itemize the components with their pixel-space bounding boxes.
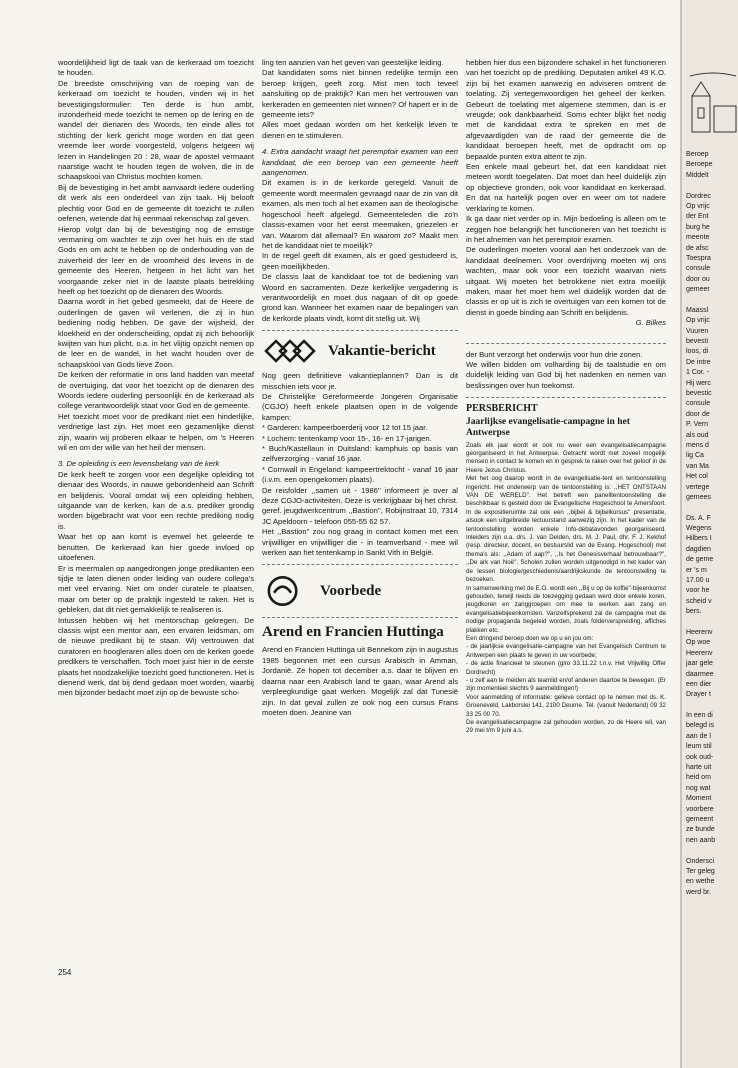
text-line: P. Vern bbox=[686, 421, 709, 429]
divider bbox=[262, 564, 458, 565]
voorbede-paragraphs bbox=[262, 645, 458, 718]
paragraph: Waar het op aan komt is evenwel het geleerde te benutten. De kerkeraad kan hier goede invloed op uitoefenen. bbox=[58, 532, 254, 563]
paragraph: Een enkele maal gebeurt het, dat een kandidaat niet meteen wordt toegelaten. Dat moet dan heel duidelijk zijn op objectieve gronden, ook voor kandidaat en kerkeraad. En dat na hartelijk pogen over en weer om tot nadere verklaring te komen. bbox=[466, 162, 666, 213]
vakantie-title: Vakantie-bericht bbox=[328, 342, 436, 359]
text-line: belegd is bbox=[686, 722, 715, 730]
divider bbox=[262, 330, 458, 331]
text-line: De intre bbox=[686, 358, 711, 366]
paragraph: * Lochem: tentenkamp voor 15-, 16- en 17-jarigen. bbox=[262, 433, 432, 443]
paragraph: ling ten aanzien van het geven van geestelijke leiding. bbox=[262, 58, 444, 67]
section-heading-peremptoir: 4. Extra aandacht vraagt het peremptoir examen van een kandidaat, die een beroep van een gemeente heeft aangenomen. bbox=[262, 147, 458, 178]
text-line: er 's m bbox=[686, 566, 707, 574]
paragraph: De kerk heeft te zorgen voor een degelijke opleiding tot dienaar des Woords, in nauwe gebondenheid aan Schrift en belijdenis. Vooral omdat wij een opleiding hebben, uitgaande van de kerken, kan de a.s. prediker grondig worden bijgebracht wat voor een rechte prediking nodig is. bbox=[58, 469, 254, 531]
text-line: scheid v bbox=[686, 597, 712, 605]
text-line: Heerenv bbox=[686, 628, 713, 636]
paragraph: De kerken der reformatie in ons land hadden van meetaf de overtuiging, dat voor het toezicht op de dienaren des Woords iedere ouderling persoonlijk én de kerkeraad als college verantwoordelijk staat voor God en de gemeente. bbox=[58, 370, 254, 411]
text-line: door ou bbox=[686, 275, 710, 283]
text-line: vertege bbox=[686, 483, 710, 491]
text-line: Hij werc bbox=[686, 379, 711, 387]
text-line: bevestic bbox=[686, 389, 712, 397]
next-page-text bbox=[686, 150, 715, 898]
text-line: een dier bbox=[686, 680, 712, 688]
text-line: ook oud- bbox=[686, 753, 714, 761]
paragraph: De breedste omschrijving van de roeping van de kerkeraad om toezicht te houden, vinden wij in het bevestigingsformulier: Ten derde is hun ambt, inzonderheid mede toezicht te nemen op de lering en de wandel der dienaren des Woords, ten einde alles tot stichting der kerk gericht moge worden en dat geen vreemde leer worde voorgesteld, volgens hetgeen wij lezen in Handelingen 20 : 28, waar de apostel vermaant naarstige wacht te houden tegen de wolven, die in de schaapskooi van Christus mochten komen. bbox=[58, 78, 254, 182]
praying-hands-icon bbox=[262, 571, 310, 611]
column-3 bbox=[466, 58, 666, 736]
paragraph: Ik ga daar niet verder op in. Mijn bedoeling is alleen om te zeggen hoe belangrijk het functioneren van het toezicht is in het afnemen van het peremptoir examen. bbox=[466, 214, 666, 244]
text-line: de afsc bbox=[686, 244, 709, 252]
church-illustration-icon bbox=[688, 72, 738, 138]
paragraph: Het ,,Bastion'' zou nog graag in contact komen met een vrijwilliger en vrijwilliger die - in teamverband - mee wil werken aan het tentenkamp in Sankt Vith in België. bbox=[262, 527, 458, 558]
paragraph: De reisfolder ,,samen uit - 1986'' informeert je over al deze CGJO-activiteiten. Deze is verkrijgbaar bij het christ. geref. jeugdwerkcentrum ,,Bastion'', Robijnstraat 10, 7314 JC Apeldoorn - telefoon 055-55 62 57. bbox=[262, 485, 458, 526]
text-line: Middelt bbox=[686, 171, 709, 179]
text-line: werd br. bbox=[686, 888, 711, 896]
text-line: aan de l bbox=[686, 732, 711, 740]
paragraph: * Cornwall in Engeland: kampeertrektocht - vanaf 16 jaar (i.v.m. een opengekomen plaats). bbox=[262, 464, 458, 485]
text-line: 1 Cor. - bbox=[686, 369, 709, 377]
text-line: gemeent bbox=[686, 816, 714, 823]
page-number: 254 bbox=[58, 968, 72, 977]
divider bbox=[466, 343, 666, 344]
divider bbox=[262, 617, 458, 618]
text-line: Drayer t bbox=[686, 691, 711, 699]
paragraph: Intussen hebben wij het mentorschap gekregen. De classis wijst een mentor aan, een ervaren leidsman, om de nieuwe predikant bij te staan. Wij vertrouwen dat curatoren en hoogleraren alles doen om de kerken goede predikers te verschaffen. Toch moet juist hier in de eerste plaats het noodzakelijke toezicht goed functioneren. Het is dienend werk, dat bij dend gedaan moet worden, waarbij men bijzonder bedacht moet zijn op de bewuste scho- bbox=[58, 615, 254, 698]
text-line: harte uit bbox=[686, 764, 712, 772]
paragraph: Dit examen is in de kerkorde geregeld. Vanuit de gemeente wordt meermalen gevraagd naar de zin van dit examen, als men toch al het examen aan de theologische hogeschool heeft afgelegd. Gemeenteleden die zo'n classis-examen voor het eerst meemaken, griezelen er van. Waarom dat allemaal? En waarom zo? Maakt men het de kandidaat niet te moeilijk? bbox=[262, 178, 458, 250]
vakantie-header bbox=[262, 337, 458, 365]
column-1 bbox=[58, 58, 254, 699]
text-line: leum stil bbox=[686, 743, 712, 751]
text-line: loos, di bbox=[686, 348, 709, 356]
text-line: en wethe bbox=[686, 878, 715, 886]
paragraph: hebben hier dus een bijzondere schakel in het functioneren van het toezicht op de prediking. Deputaten artikel 49 K.O. zijn bij het examen aanwezig en adviseren omtrent de toelating. Zij vertegenwoordigen het geheel der kerken. Gebeurt de toelating met algemene stemmen, dan is er vreugde; ook dankbaarheid. Soms echter blijkt het nodig met de kandidaat extra te spreken en met de afgevaardigden van de raad der gemeente die de kandidaat beroepen heeft, met de opdracht om op bepaalde punten extra attent te zijn. bbox=[466, 58, 666, 161]
column-2-paragraphs bbox=[262, 58, 458, 141]
text-line: gemees bbox=[686, 493, 711, 501]
paragraph: We willen bidden om volharding bij de taalstudie en om duidelijk leiding van God bij het nadenken en nemen van beslissingen over hun toekomst. bbox=[466, 359, 666, 390]
paragraph: * Buch/Kastellaun in Duitsland: kamphuis op basis van zelfverzorging - vanaf 16 jaar. bbox=[262, 444, 458, 464]
divider bbox=[466, 397, 666, 398]
paragraph: - de jaarlijkse evangelisatie-campagne van het Evangelisch Centrum te Antwerpen een plaats te geven in uw voorbede; bbox=[466, 643, 666, 659]
paragraph: Alles moet gedaan worden om het kerkelijk leven te dienen en te stimuleren. bbox=[262, 120, 458, 140]
signature: G. Bilkes bbox=[635, 318, 666, 328]
text-line: jaar gele bbox=[686, 660, 713, 668]
text-line: ze bunde bbox=[686, 826, 715, 834]
paragraph: Zoals elk jaar wordt er ook nu weer een evangelisatiecampagne georganiseerd in het Antwerpse. Getracht wordt met zoveel mogelijk mensen in contact te komen en in gesprek te raken over het geloof in de Heere Jezus Christus. bbox=[466, 441, 666, 474]
paragraph: In samenwerking met de E.O. wordt een ,,Bij u op de koffie''-bijeenkomst gehouden, terwijl reeds de toezegging gedaan werd door enkele koren, jeugdkoren en zanggroepen om mee te werken aan zang en evangelisatiebijeenkomsten. Vanzelfsprekend zal de campagne met de nodige propaganda begeleid worden, zoals folderverspreiding, affiches plakken etc. bbox=[466, 584, 666, 634]
text-line: Op vrijc bbox=[686, 202, 710, 210]
text-line: meente bbox=[686, 234, 710, 242]
paragraph: * Garderen: kampeerboerderij voor 12 tot 15 jaar. bbox=[262, 423, 428, 433]
text-line bbox=[686, 618, 715, 628]
text-line: nen aanb bbox=[686, 836, 716, 844]
text-line: Ter geleg bbox=[686, 867, 715, 875]
persbericht-paragraphs bbox=[466, 442, 666, 736]
paragraph: Er is meermalen op aangedrongen jonge predikanten een tijdje te laten dienen onder leiding van oudere collega's met veel ervaring. Niet om onder curatele te plaatsen, maar om beter op de praktijk ingesteld te raken. Het is gebleken, dat dit niet gemakkelijk te realiseren is. bbox=[58, 563, 254, 615]
paragraph: Een dringend beroep doen we op u en jou om: bbox=[466, 634, 594, 642]
text-line: Moment bbox=[686, 795, 712, 803]
cgjo-logo-icon bbox=[262, 337, 318, 365]
text-line bbox=[686, 701, 715, 711]
voorbede-heading: Arend en Francien Huttinga bbox=[262, 624, 444, 641]
paragraph: Nog geen definitieve vakantieplannen? Dan is dit misschien iets voor je. bbox=[262, 371, 458, 391]
paragraph: der Bunt verzorgt het onderwijs voor hun drie zonen. bbox=[466, 349, 643, 359]
text-line bbox=[686, 181, 715, 191]
text-line: voor he bbox=[686, 587, 710, 595]
text-line: lig Ca bbox=[686, 452, 704, 460]
paragraph: De Christelijke Gereformeerde Jongeren Organisatie (CGJO) heeft enkele plaatsen open in de volgende kampen: bbox=[262, 391, 458, 422]
text-line: Dordrec bbox=[686, 192, 711, 200]
text-line: Beroepe bbox=[686, 161, 713, 169]
text-line: Ondersci bbox=[686, 857, 715, 865]
column-2 bbox=[262, 58, 458, 718]
next-page-edge bbox=[680, 0, 738, 1068]
text-line: bers. bbox=[686, 608, 702, 616]
paragraph: In de regel geeft dit examen, als er goed gestudeerd is, geen moeilijkheden. bbox=[262, 251, 458, 271]
column-3-paragraphs-2 bbox=[466, 350, 666, 392]
text-line: 17.00 u bbox=[686, 577, 710, 585]
text-line: consule bbox=[686, 265, 711, 273]
text-line: Vuuren bbox=[686, 327, 709, 335]
text-line: der Ent bbox=[686, 213, 709, 221]
text-line: Maassl bbox=[686, 306, 709, 314]
paragraph: - u zelf aan te melden als teamlid en/of anderen daartoe te bewegen. (Er zijn momenteel slechts 9 aanmeldingen!) bbox=[466, 676, 666, 693]
text-line: consule bbox=[686, 400, 711, 408]
paragraph: De classis laat de kandidaat toe tot de bediening van Woord en sacramenten. Deze kerkelijke vergadering is verantwoordelijk en moet dus nagaan of dit op goede grond kan. Wanneer het examen naar de bepalingen van de kerkorde plaats vindt, komt dit stellig uit. Wij bbox=[262, 272, 458, 323]
text-line: Toespra bbox=[686, 254, 711, 262]
text-line: Wegens bbox=[686, 525, 712, 533]
text-line: mens d bbox=[686, 441, 709, 449]
persbericht-subheading: Jaarlijkse evangelisatie-campagne in het Antwerpse bbox=[466, 416, 630, 438]
text-line: de geme bbox=[686, 556, 714, 564]
paragraph: De ouderlingen moeten vooral aan het onderzoek van de kandidaat deelnemen. Voor overdrijving moeten wij ons wachten, maar ook voor een toezicht waarvan niets uitgaat. Wij moeten het betrokkene niet extra moeilijk maken, maar het moet hem wel duidelijk worden dat de classis er op uit is zich te overtuigen van een komen tot de dienst in goede binding aan Schrift en belijdenis. bbox=[466, 245, 666, 317]
text-line bbox=[686, 503, 715, 513]
text-line bbox=[686, 295, 715, 305]
text-line: In een di bbox=[686, 712, 713, 720]
column-3-paragraphs bbox=[466, 58, 666, 318]
paragraph: De evangelisatiecampagne zal gehouden worden, zo de Heere wil, van 29 mei t/m 9 juni a.s. bbox=[466, 719, 666, 735]
paragraph: Daarna wordt in het gebed gesmeekt, dat de Heere de ouderlingen de gaven wil verlenen, die zij in hun bediening nodig hebben. De gave der wijsheid, der kloekheid en der onderscheiding, opdat zij zich behoorlijk kwijten van hun plicht, o.a. in het vlijtig opzicht nemen op de leer en de wandel, in het wacht houden over de schaapskooi van Gods lieve Zoon. bbox=[58, 297, 254, 369]
paragraph: - de actie financieel te steunen (giro 33.11.22 t.n.v. Het Vrijwillig Offer Dordrecht) bbox=[466, 660, 666, 676]
text-line: dagdien bbox=[686, 545, 711, 553]
paragraph: woordelijkheid ligt de taak van de kerkeraad om toezicht te houden. bbox=[58, 58, 254, 78]
text-line bbox=[686, 846, 715, 856]
text-line: als oud bbox=[686, 431, 709, 439]
text-line: Op vrijc bbox=[686, 317, 710, 325]
persbericht-heading: PERSBERICHT bbox=[466, 403, 538, 415]
voorbede-title: Voorbede bbox=[320, 583, 382, 600]
text-line: Ds. A. F bbox=[686, 514, 711, 522]
text-line: gemeer bbox=[686, 286, 710, 294]
text-line: Beroep bbox=[686, 151, 709, 158]
text-line: bevesti bbox=[686, 338, 709, 346]
paragraph: Dat kandidaten soms niet binnen redelijke termijn een beroep krijgen, geeft zorg. Mist men toch teveel aansluiting op de praktijk? Kan men het vertrouwen van kerkeraden en gemeenten niet winnen? Of hapert er in de gemeente iets? bbox=[262, 68, 458, 120]
text-line: burg he bbox=[686, 223, 710, 231]
vakantie-paragraphs bbox=[262, 371, 458, 558]
text-line: daarmee bbox=[686, 670, 714, 678]
paragraph: Hierop volgt dan bij de bevestiging nog de ernstige vermaning om wachter te zijn over het huis en de stad Gods en om acht te hebben op de onderhouding van de zuiverheid der leer en de vroomheid des levens in de gemeente des Heeren, hetgeen in het licht van het voorgaande zeker niet in de laatste plaats betrekking heeft op het toezicht op de dienaren des Woords. bbox=[58, 224, 254, 296]
text-line: door de bbox=[686, 410, 710, 418]
section-heading-opleiding: 3. De opleiding is een levensbelang van de kerk bbox=[58, 459, 220, 469]
paragraph: Voor aanmelding of informatie: gelieve contact op te nemen met ds. K. Groeneveld, Lakborslei 141, 2100 Deurne. Tel. (vanuit Nederland) 09 32 33 25 00 70. bbox=[466, 693, 666, 718]
voorbede-header bbox=[262, 571, 458, 611]
paragraph: Arend en Francien Huttinga uit Bennekom zijn in augustus 1985 begonnen met een cursus Arabisch in Amman, Jordanië. Ze hopen tot december a.s. daar te blijven en daarna naar een Arabisch land te gaan, waar Arend als verpleegkundige gaat werken. Mogelijk zal dat Tunesië zijn. In dat geval zullen ze ook nog een cursus Frans moeten doen. Jeanine van bbox=[262, 645, 458, 717]
text-line: Heerenv bbox=[686, 649, 713, 657]
text-line: van Ma bbox=[686, 462, 709, 470]
text-line: Hilbers I bbox=[686, 535, 712, 543]
text-line: heid om bbox=[686, 774, 711, 782]
paragraph: Bij de bevestiging in het ambt aanvaardt iedere ouderling dit werk als een onderdeel van zijn taak. Hij belooft plechtig voor God en de gemeente dit toezicht te zullen oefenen, wetende dat hij eenmaal rekenschap zal geven. bbox=[58, 182, 254, 224]
paragraph: Het toezicht moet voor de predikant niet een hinderlijke, verdrietige last zijn. Het moet een gezamenlijke dienst zijn, waarin wij proberen elkaar te helpen, om 's Heeren wil en om der wille van het heil der mensen. bbox=[58, 411, 254, 453]
paragraph: Met het oog daarop wordt in de evangelisatie-tent en tentoonstelling ingericht. Het onderwerp van de tentoonstelling is: ,,HET ONTSTAAN VAN DE WERELD''. Het betreft een panelltentoonstelling die beschikbaar is gesteld door de Evangelische Hogeschool te Amersfoort. In de expositieruimte zal ook een ,,bijbel & bijbelkursus'' presentatie, alsook een uitgebreide lectuurstand aanwezig zijn. In het kader van de tentoonstelling worden enkele Info-debatavonden georganiseerd. Inleiders zijn o.a. drs. J. van Delden, drs. M. J. Paul, dhr. F. J. Kekhof (resp. directeur, docent, en bestuurslid van de Evang. Hogeschool) met thema's als: ,,Adam of aap?'', ,,Is het Genesisverhaal betrouwbaar?'', ,,De ark van Noë''. Scholen zullen worden uitgenodigd in het kader van de lessen biologie/geschiedenis/aardrijkskunde de tentoonstelling te bezoeken. bbox=[466, 475, 666, 584]
column-1-paragraphs-2 bbox=[58, 470, 254, 699]
text-line: nog wat bbox=[686, 784, 711, 792]
text-line: voorbere bbox=[686, 805, 714, 813]
column-2-paragraphs-2 bbox=[262, 178, 458, 324]
text-line: Op woe bbox=[686, 639, 711, 647]
column-1-paragraphs bbox=[58, 58, 254, 453]
text-line: Het col bbox=[686, 473, 708, 481]
